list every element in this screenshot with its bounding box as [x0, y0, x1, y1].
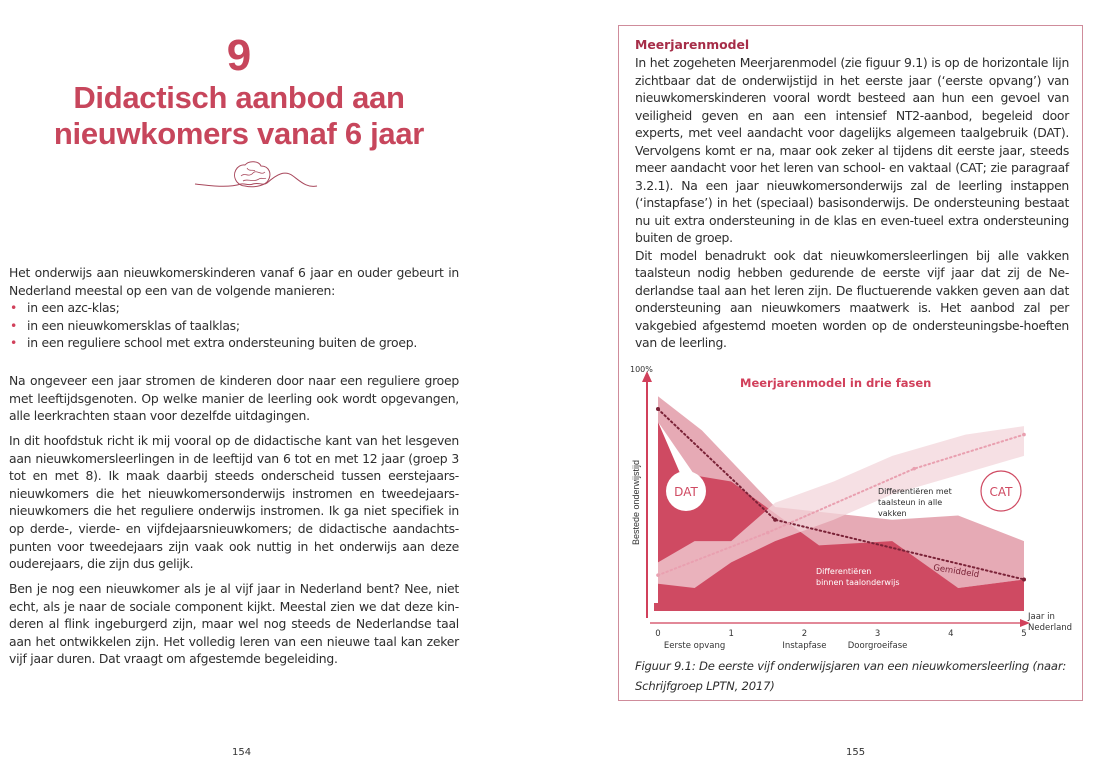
x-axis-label-line2: Nederland: [1028, 623, 1073, 633]
bullet-marker: •: [10, 335, 18, 351]
brain-ornament-icon: [193, 158, 319, 192]
intro-section: [9, 264, 459, 352]
x-tick-label: 4: [948, 629, 954, 639]
bullet-text: in een azc-klas;: [27, 300, 120, 316]
bullet-marker: •: [10, 300, 18, 316]
bullet-text: in een nieuwkomersklas of taalklas;: [27, 317, 240, 333]
phase-label: Doorgroeifase: [847, 641, 908, 650]
meerjarenmodel-chart: [620, 360, 1080, 650]
box-title: Meerjarenmodel: [635, 37, 750, 52]
y-axis-label: Bestede onderwijstijd: [631, 459, 641, 545]
phase-label: Instapfase: [782, 641, 827, 650]
dat-label: DAT: [674, 485, 698, 499]
bullet-item: [9, 317, 459, 335]
average-point: [1022, 577, 1026, 581]
bullet-list: [9, 299, 459, 352]
bullet-item: [9, 334, 459, 352]
y-top-label: 100%: [630, 365, 653, 374]
box-text: [635, 54, 1069, 352]
cat-label: CAT: [989, 485, 1013, 499]
chapter-title: [0, 80, 478, 152]
annotation-taalsteun: Differentiëren met taalsteun in alle vakken: [878, 487, 952, 518]
x-tick-label: 0: [655, 629, 661, 639]
annotation-taalonderwijs: Differentiëren binnen taalonderwijs: [816, 567, 900, 587]
x-tick-label: 5: [1021, 629, 1027, 639]
page-number-left: 154: [232, 747, 252, 758]
base-bar: [654, 603, 1024, 611]
bullet-item: [9, 299, 459, 317]
chapter-title-line2: nieuwkomers vanaf 6 jaar: [53, 116, 425, 151]
average-point: [656, 407, 660, 411]
cat-trend-point: [656, 573, 660, 577]
phase-label: Eerste opvang: [663, 641, 726, 650]
cat-trend-point: [766, 531, 770, 535]
chapter-title-line1: Didactisch aanbod aan: [73, 80, 405, 115]
bullet-marker: •: [10, 317, 18, 333]
annotation-average: Gemiddeld: [932, 563, 980, 581]
page-number-right: 155: [846, 747, 866, 758]
box-paragraph-1: In het zogeheten Meerjarenmodel (zie figuur 9.1) is op de horizontale lijn zichtbaar dat de onderwijstijd in het eerste jaar (‘eerste opvang’) van nieuwkomerskinderen vooral wordt besteed aan hun een gevoel van veiligheid geven en aan een intensief NT2-aanbod, begeleid door experts, met veel aandacht voor dagelijks algemeen taalgebruik (DAT). Vervolgens komt er na, maar ook zeker al tijdens dit eerste jaar, steeds meer aandacht voor het leren van school- en vaktaal (CAT; zie paragraaf 3.2.1). Na een jaar nieuwkomersonderwijs zal de leerling instappen (‘instapfase’) in het (speciaal) basisonderwijs. De ondersteuning bestaat nu uit extra ondersteuning in de klas en even-tueel extra ondersteuning buiten de groep.: [635, 55, 1069, 245]
bullet-text: in een reguliere school met extra ondersteuning buiten de groep.: [27, 335, 418, 351]
paragraph-3: In dit hoofdstuk richt ik mij vooral op de didactische kant van het lesgeven aan nieuwkomersleerlingen in de leeftijd van 6 tot en met 12 jaar (groep 3 tot en met 8). Ik maak daarbij steeds onderscheid tussen eerstejaars-nieuwkomers die het nieuwkomersonderwijs instromen en tweedejaars-nieuwkomers die het reguliere onderwijs instromen. Ik ga niet specifiek in op derde-, vierde- en vijfdejaarsnieuwkomers; de didactische aandachts-punten voor tweedejaars zijn vaak ook nuttig in het onderwijs aan deze ouderejaars, die zijn dus gelijk.: [9, 433, 459, 572]
box-paragraph-2: Dit model benadrukt ook dat nieuwkomersleerlingen bij alle vakken taalsteun nodig hebben gedurende de eerste vijf jaar dat zij de Ne-derlandse taal aan het leren zijn. De fluctuerende vakken geven aan dat ondersteuning aan nieuwkomers maatwerk is. Het aanbod zal per vakgebied afgestemd moeten worden op de ondersteuningsbe-hoeften van de leerling.: [635, 247, 1069, 350]
cat-trend-point: [912, 467, 916, 471]
chart-title: Meerjarenmodel in drie fasen: [740, 376, 932, 390]
x-tick-label: 2: [801, 629, 808, 639]
chapter-number: 9: [226, 31, 252, 80]
figure-caption: Figuur 9.1: De eerste vijf onderwijsjaren van een nieuwkomersleerling (naar: Schrijfgroep LPTN, 2017): [635, 659, 1067, 693]
paragraph-4: Ben je nog een nieuwkomer als je al vijf jaar in Nederland bent? Nee, niet echt, als je naar de sociale component kijkt. Meestal zien we dat deze kin-deren al flink ingeburgerd zijn, maar wel nog steeds de Nederlandse taal aan het ontwikkelen zijn. Het volledig leren van een nieuwe taal kan zeker vijf jaar duren. Dat vraagt om afgestemde begeleiding.: [9, 581, 459, 667]
x-tick-label: 3: [874, 629, 881, 639]
intro-paragraph: Het onderwijs aan nieuwkomerskinderen vanaf 6 jaar en ouder gebeurt in Nederland meestal op een van de volgende manieren:: [9, 265, 459, 298]
paragraph-2: Na ongeveer een jaar stromen de kinderen door naar een reguliere groep met leeftijdsgenoten. Op welke manier de leerling ook wordt opgevangen, alle leerkrachten staan voor dezelfde uitdagingen.: [9, 373, 459, 424]
x-axis-label-line1: Jaar in: [1028, 612, 1055, 622]
x-tick-label: 1: [728, 629, 734, 639]
average-point: [773, 518, 777, 522]
cat-trend-point: [1022, 433, 1026, 437]
